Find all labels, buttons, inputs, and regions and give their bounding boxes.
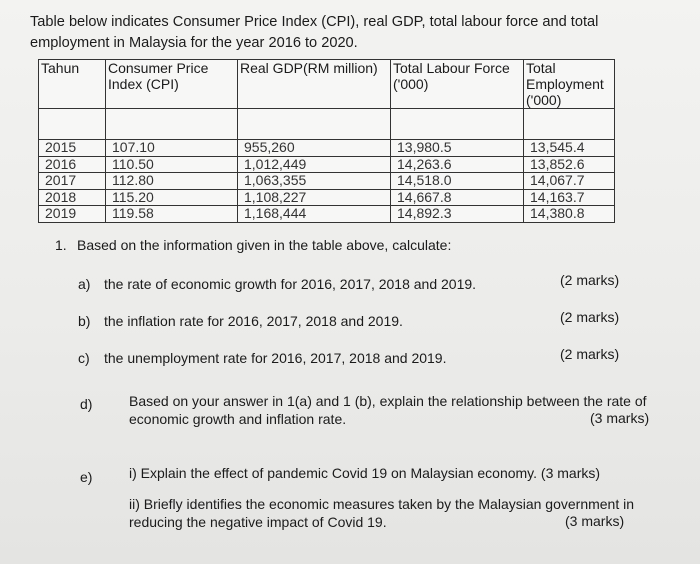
header-year: Tahun [39, 60, 106, 109]
table-row [39, 206, 615, 223]
cpi-cell: 107.10 [106, 140, 238, 157]
part-e-item-2: ii) Briefly identifies the economic measures taken by the Malaysian government in reducing the negative impact of Covid 19. [129, 496, 635, 530]
gdp-cell: 955,260 [238, 140, 391, 157]
cpi-cell: 119.58 [106, 206, 238, 223]
cpi-cell: 115.20 [106, 189, 238, 206]
part-c-text: the unemployment rate for 2016, 2017, 2018 and 2019. [104, 350, 447, 366]
header-cpi: Consumer Price Index (CPI) [106, 60, 238, 109]
header-real-gdp: Real GDP(RM million) [238, 60, 391, 109]
employment-cell: 13,545.4 [524, 140, 615, 157]
gdp-cell: 1,012,449 [238, 156, 391, 173]
intro-text: Table below indicates Consumer Price Index (CPI), real GDP, total labour force and total employment in Malaysia for the year 2016 to 2020. [30, 14, 599, 51]
part-a-text: the rate of economic growth for 2016, 2017, 2018 and 2019. [104, 276, 477, 292]
part-c-marks: (2 marks) [560, 346, 620, 362]
part-c-label: c) [78, 350, 90, 366]
year-cell: 2018 [39, 189, 106, 206]
year-cell: 2016 [39, 156, 106, 173]
table-row [39, 140, 615, 157]
employment-cell: 14,067.7 [524, 173, 615, 190]
labour-force-cell: 14,892.3 [391, 206, 524, 223]
year-cell: 2015 [39, 140, 106, 157]
part-e-marks: (3 marks) [565, 513, 625, 529]
part-b-text: the inflation rate for 2016, 2017, 2018 and 2019. [104, 313, 403, 329]
year-cell: 2017 [39, 173, 106, 190]
part-b-marks: (2 marks) [560, 309, 620, 325]
labour-force-cell: 14,263.6 [391, 156, 524, 173]
part-e-label: e) [80, 469, 93, 485]
part-d-text: Based on your answer in 1(a) and 1 (b), explain the relationship between the rate of economic growth and inflation rate. [129, 393, 647, 427]
table-spacer-row [39, 109, 615, 140]
part-b-label: b) [78, 313, 91, 329]
part-d-label: d) [80, 396, 93, 412]
question-text: Based on the information given in the table above, calculate: [77, 237, 452, 253]
gdp-cell: 1,063,355 [238, 173, 391, 190]
employment-cell: 14,163.7 [524, 189, 615, 206]
table-row [39, 189, 615, 206]
employment-cell: 13,852.6 [524, 156, 615, 173]
header-employment: Total Employment ('000) [524, 60, 615, 109]
year-cell: 2019 [39, 206, 106, 223]
labour-force-cell: 13,980.5 [391, 140, 524, 157]
table-header-row [39, 60, 615, 109]
cpi-cell: 112.80 [106, 173, 238, 190]
part-e-item-1: i) Explain the effect of pandemic Covid 19 on Malaysian economy. (3 marks) [129, 465, 601, 481]
part-a-label: a) [78, 276, 91, 292]
cpi-cell: 110.50 [106, 156, 238, 173]
question-number: 1. [55, 237, 67, 253]
table-row [39, 156, 615, 173]
part-a-marks: (2 marks) [560, 272, 620, 288]
employment-cell: 14,380.8 [524, 206, 615, 223]
labour-force-cell: 14,518.0 [391, 173, 524, 190]
data-table [38, 59, 615, 223]
part-d-marks: (3 marks) [590, 410, 650, 426]
table-row [39, 173, 615, 190]
header-labour-force: Total Labour Force ('000) [391, 60, 524, 109]
gdp-cell: 1,108,227 [238, 189, 391, 206]
gdp-cell: 1,168,444 [238, 206, 391, 223]
labour-force-cell: 14,667.8 [391, 189, 524, 206]
